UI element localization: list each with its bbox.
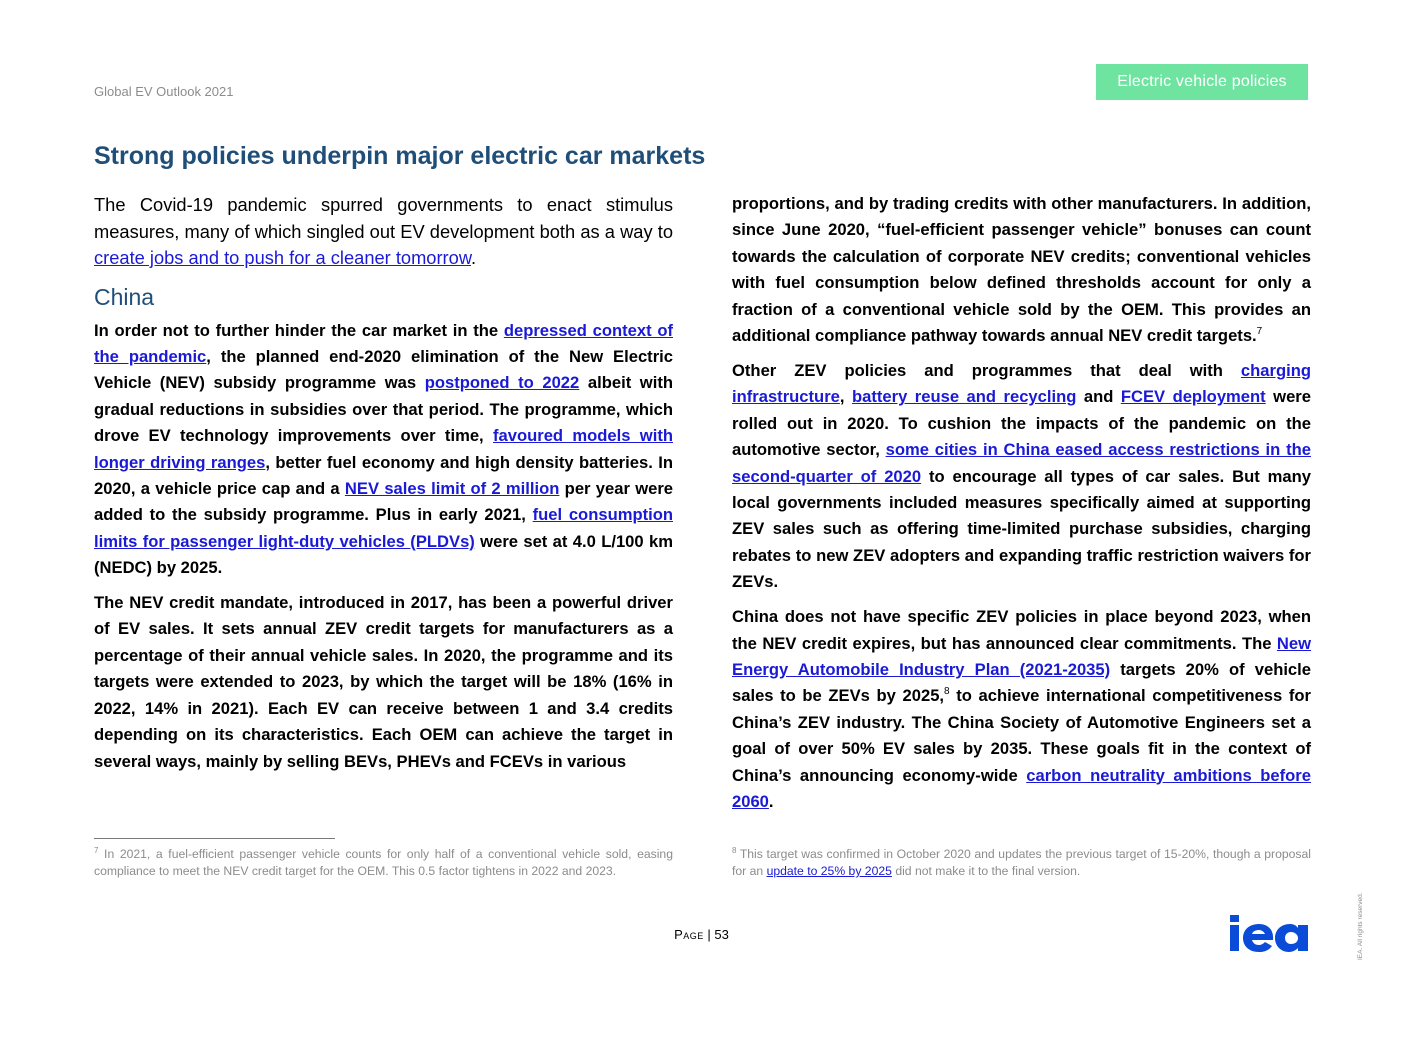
link-nev-sales-limit[interactable]: NEV sales limit of 2 million — [344, 478, 560, 498]
text: were set at 4.0 L/100 km (NEDC) by 2025. — [94, 531, 673, 578]
text: Other ZEV policies and programmes that deal with — [732, 360, 1241, 380]
right-paragraph-2 — [732, 358, 1311, 596]
left-column — [94, 192, 673, 783]
page-title: Strong policies underpin major electric car markets — [94, 142, 706, 170]
footnote-number: 7 — [94, 846, 99, 855]
text: In order not to further hinder the car market in the — [94, 320, 504, 340]
link-depressed-context[interactable]: depressed context of the pandemic — [94, 320, 674, 366]
iea-logo-icon — [1228, 915, 1310, 953]
subheading-china: China — [94, 283, 155, 310]
text: albeit with gradual reductions in subsidies over that period. The programme, which drove EV technology improvements over time, — [94, 373, 673, 446]
footnote-text: did not make it to the final version. — [891, 864, 1081, 878]
report-title: Global EV Outlook 2021 — [94, 84, 234, 99]
link-battery-reuse[interactable]: battery reuse and recycling — [851, 387, 1077, 407]
page-separator: | — [703, 927, 715, 942]
link-postponed-2022[interactable]: postponed to 2022 — [424, 373, 580, 393]
link-update-25-percent[interactable]: update to 25% by 2025 — [766, 864, 892, 878]
page-label: Page — [674, 927, 704, 942]
footnote-ref-7: 7 — [1256, 326, 1263, 338]
page-number-value: 53 — [714, 927, 729, 942]
copyright-text: IEA. All rights reserved. — [1357, 892, 1364, 960]
text: , — [839, 387, 852, 407]
footnote-ref-8: 8 — [944, 686, 950, 698]
copyright-notice — [1357, 892, 1367, 1040]
text: to encourage all types of car sales. But many local governments included measures specifically aimed at supporting ZEV sales such as offering time-limited purchase subsidies, charging rebates to new ZEV adopters and expanding traffic restriction waivers for ZEVs. — [732, 466, 1311, 592]
text: , better fuel economy and high density batteries. In 2020, a vehicle price cap and a — [94, 452, 673, 498]
text: to achieve international competitiveness for China’s ZEV industry. The China Society of Automotive Engineers set a goal of over 50% EV sales by 2035. These goals fit in the context of China’s announcing economy-wide — [732, 686, 1311, 785]
text: , the planned end-2020 elimination of the New Electric Vehicle (NEV) subsidy programme was — [94, 346, 673, 393]
text: per year were added to the subsidy programme. Plus in early 2021, — [94, 478, 674, 525]
link-carbon-neutrality[interactable]: carbon neutrality ambitions before 2060 — [732, 765, 1311, 811]
text: and — [1076, 387, 1121, 407]
link-charging-infrastructure[interactable]: charging infrastructure — [732, 360, 1311, 407]
link-create-jobs[interactable]: create jobs and to push for a cleaner tomorrow — [94, 247, 472, 268]
page-number — [0, 927, 1403, 942]
right-column — [732, 191, 1311, 824]
footnote-8 — [732, 846, 1311, 880]
text: were rolled out in 2020. To cushion the impacts of the pandemic on the automotive sector, — [732, 387, 1311, 460]
link-nev-industry-plan[interactable]: New Energy Automobile Industry Plan (2021-2035) — [732, 633, 1311, 679]
link-fuel-consumption-limits[interactable]: fuel consumption limits for passenger light-duty vehicles (PLDVs) — [94, 505, 673, 551]
footnote-text: In 2021, a fuel-efficient passenger vehicle counts for only half of a conventional vehicle sold, easing compliance to meet the NEV credit target for the OEM. This 0.5 factor tightens in 2022 and 2023. — [94, 847, 673, 878]
footnote-text: This target was confirmed in October 2020 and updates the previous target of 15-20%, though a proposal for an — [732, 847, 1311, 878]
text: . — [768, 791, 774, 811]
intro-paragraph — [94, 192, 673, 272]
text: proportions, and by trading credits with other manufacturers. In addition, since June 2020, “fuel-efficient passenger vehicle” bonuses can count towards the calculation of corporate NEV credits; conventional vehicles with fuel consumption below defined thresholds account for only a fraction of a conventional vehicle sold by the OEM. This provides an additional compliance pathway towards annual NEV credit targets. — [732, 194, 1311, 346]
intro-text: The Covid-19 pandemic spurred governments to enact stimulus measures, many of which singled out EV development both as a way to — [94, 194, 673, 242]
footnote-7 — [94, 846, 673, 880]
intro-end: . — [471, 247, 477, 268]
link-cities-eased-restrictions[interactable]: some cities in China eased access restrictions in the second-quarter of 2020 — [732, 440, 1311, 486]
right-paragraph-1 — [732, 191, 1311, 349]
right-paragraph-3 — [732, 604, 1311, 815]
section-label: Electric vehicle policies — [1096, 64, 1308, 100]
china-paragraph-1 — [94, 318, 673, 582]
link-fcev-deployment[interactable]: FCEV deployment — [1120, 387, 1266, 407]
text: targets 20% of vehicle sales to be ZEVs by 2025, — [732, 659, 1312, 706]
footnote-divider — [94, 838, 335, 839]
footnote-number: 8 — [732, 846, 737, 855]
text: China does not have specific ZEV policies in place beyond 2023, when the NEV credit expires, but has announced clear commitments. The — [732, 607, 1311, 653]
link-favoured-models[interactable]: favoured models with longer driving ranges — [94, 426, 673, 472]
china-paragraph-2: The NEV credit mandate, introduced in 2017, has been a powerful driver of EV sales. It sets annual ZEV credit targets for manufacturers as a percentage of their annual vehicle sales. In 2020, the programme and its targets were extended to 2023, by which the target will be 18% (16% in 2022, 14% in 2021). Each EV can receive between 1 and 3.4 credits depending on its characteristics. Each OEM can achieve the target in several ways, mainly by selling BEVs, PHEVs and FCEVs in various — [94, 593, 673, 771]
